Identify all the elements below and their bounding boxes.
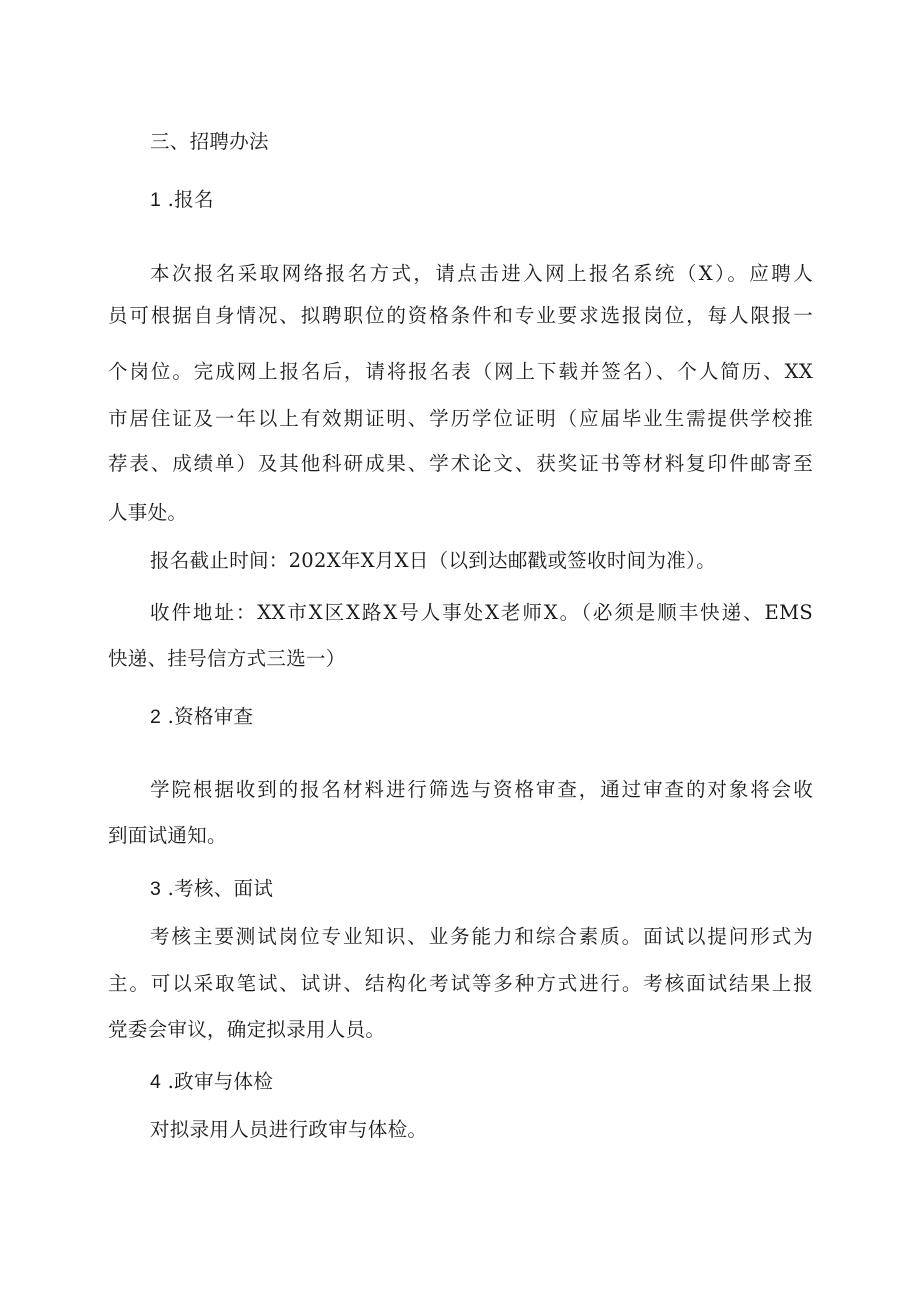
paragraph-line: 考核主要测试岗位专业知识、业务能力和综合素质。面试以提问形式为 <box>150 925 813 948</box>
subsection-number: 4 <box>150 1071 162 1093</box>
section-title: 三、招聘办法 <box>150 130 269 153</box>
subsection-title: .资格审查 <box>167 705 254 728</box>
subsection-title: .考核、面试 <box>167 877 274 900</box>
paragraph-line: 学院根据收到的报名材料进行筛选与资格审查，通过审查的对象将会收 <box>150 778 813 801</box>
subsection-title: .政审与体检 <box>167 1070 274 1093</box>
paragraph-line: 党委会审议，确定拟录用人员。 <box>108 1018 386 1041</box>
paragraph-line: 到面试通知。 <box>108 824 227 847</box>
subsection-number: 3 <box>150 878 162 900</box>
subsection-title: .报名 <box>167 188 214 211</box>
subsection-number: 1 <box>150 189 162 211</box>
paragraph-line: 市居住证及一年以上有效期证明、学历学位证明（应届毕业生需提供学校推 <box>108 407 813 430</box>
paragraph-line: 员可根据自身情况、拟聘职位的资格条件和专业要求选报岗位，每人限报一 <box>108 304 813 327</box>
subsection-1-heading <box>150 187 214 213</box>
deadline-text: 报名截止时间：202X年X月X日（以到达邮戳或签收时间为准）。 <box>150 549 716 572</box>
subsection-4-heading <box>150 1069 273 1095</box>
paragraph-line: 快递、挂号信方式三选一） <box>108 647 346 670</box>
subsection-number: 2 <box>150 706 162 728</box>
paragraph-line: 对拟录用人员进行政审与体检。 <box>150 1118 428 1141</box>
paragraph-line: 荐表、成绩单）及其他科研成果、学术论文、获奖证书等材料复印件邮寄至 <box>108 452 813 475</box>
paragraph-line: 收件地址：XX市X区X路X号人事处X老师X。（必须是顺丰快递、EMS <box>150 601 813 624</box>
subsection-2-heading <box>150 704 253 730</box>
paragraph-line: 主。可以采取笔试、试讲、结构化考试等多种方式进行。考核面试结果上报 <box>108 972 813 995</box>
paragraph-line: 人事处。 <box>108 501 188 524</box>
paragraph-line: 个岗位。完成网上报名后，请将报名表（网上下载并签名）、个人简历、XX <box>108 360 813 383</box>
subsection-3-heading <box>150 876 273 902</box>
paragraph-line: 本次报名采取网络报名方式，请点击进入网上报名系统（X）。应聘人 <box>150 262 813 285</box>
